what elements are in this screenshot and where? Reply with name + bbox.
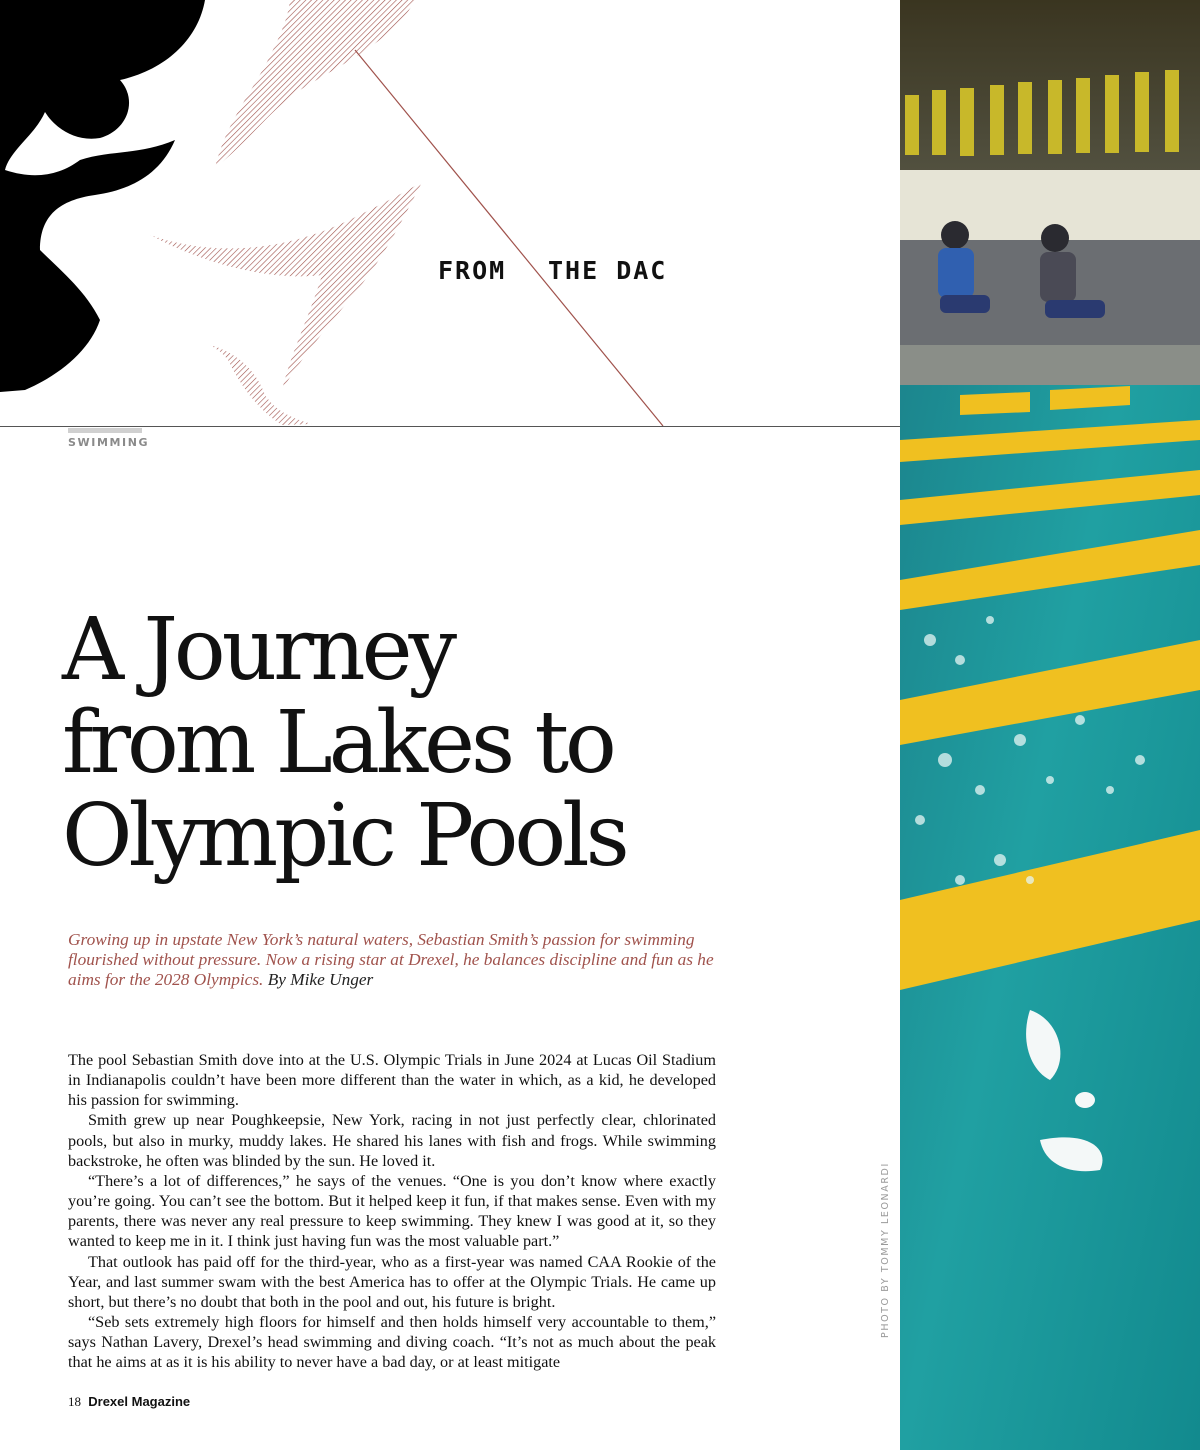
section-bar bbox=[68, 428, 142, 433]
dragon-flame-artwork bbox=[0, 0, 900, 430]
headline-line: from Lakes to bbox=[62, 693, 613, 793]
body-paragraph: The pool Sebastian Smith dove into at the U.S. Olympic Trials in June 2024 at Lucas Oil Stadium in Indianapolis couldn’t have been more different than the water in which, as a kid, he developed his passion for swimming. bbox=[68, 1051, 716, 1110]
header-rule bbox=[0, 426, 900, 427]
page-footer bbox=[68, 1394, 190, 1410]
byline: By Mike Unger bbox=[267, 970, 374, 989]
section-kicker-the-dac: THE DAC bbox=[548, 256, 668, 285]
body-paragraph: “Seb sets extremely high floors for himself and then holds himself very accountable to them,” says Nathan Lavery, Drexel’s head swimming and diving coach. “It’s not as much about the peak that he aims at as it is his ability to never have a bad day, or at least mitigate bbox=[68, 1313, 716, 1372]
diagonal-rule bbox=[355, 50, 663, 426]
pool-photo bbox=[900, 0, 1200, 1450]
publication-name: Drexel Magazine bbox=[88, 1394, 191, 1409]
body-paragraph: “There’s a lot of differences,” he says of the venues. “One is you don’t know where exactly you’re going. You can’t see the bottom. But it helped keep it fun, if that makes sense. Even with my parents, there was never any real pressure to keep swimming. They knew I was good at it, so they wanted to keep me in it. I think just having fun was the most valuable part.” bbox=[68, 1171, 716, 1251]
dragon-silhouette bbox=[0, 0, 205, 392]
page-number: 18 bbox=[68, 1394, 81, 1409]
headline-line: Olympic Pools bbox=[62, 786, 626, 886]
headline bbox=[62, 600, 882, 886]
dek-text: Growing up in upstate New York’s natural waters, Sebastian Smith’s passion for swimming flourished without pressure. Now a rising star at Drexel, he balances discipline and fun as he aims for the 2028 Olympics. bbox=[68, 930, 714, 989]
pool-illustration bbox=[900, 0, 1200, 1450]
article-dek bbox=[68, 930, 728, 990]
body-paragraph: That outlook has paid off for the third-year, who as a first-year was named CAA Rookie of the Year, and last summer swam with the best America has to offer at the Olympic Trials. He came up short, but there’s no doubt that both in the pool and out, his future is bright. bbox=[68, 1252, 716, 1311]
headline-line: A Journey bbox=[62, 600, 454, 700]
body-paragraph: Smith grew up near Poughkeepsie, New York, racing in not just perfectly clear, chlorinated pools, but also in murky, muddy lakes. He shared his lanes with fish and frogs. While swimming backstroke, he often was blinded by the sun. He loved it. bbox=[68, 1111, 716, 1170]
section-kicker-from: FROM bbox=[438, 256, 507, 285]
article-body bbox=[68, 1050, 716, 1373]
section-label: SWIMMING bbox=[68, 436, 150, 449]
photo-credit: PHOTO BY TOMMY LEONARDI bbox=[880, 1162, 891, 1338]
flame-hatch-top bbox=[215, 0, 415, 168]
flame-hatch-middle bbox=[150, 182, 422, 390]
